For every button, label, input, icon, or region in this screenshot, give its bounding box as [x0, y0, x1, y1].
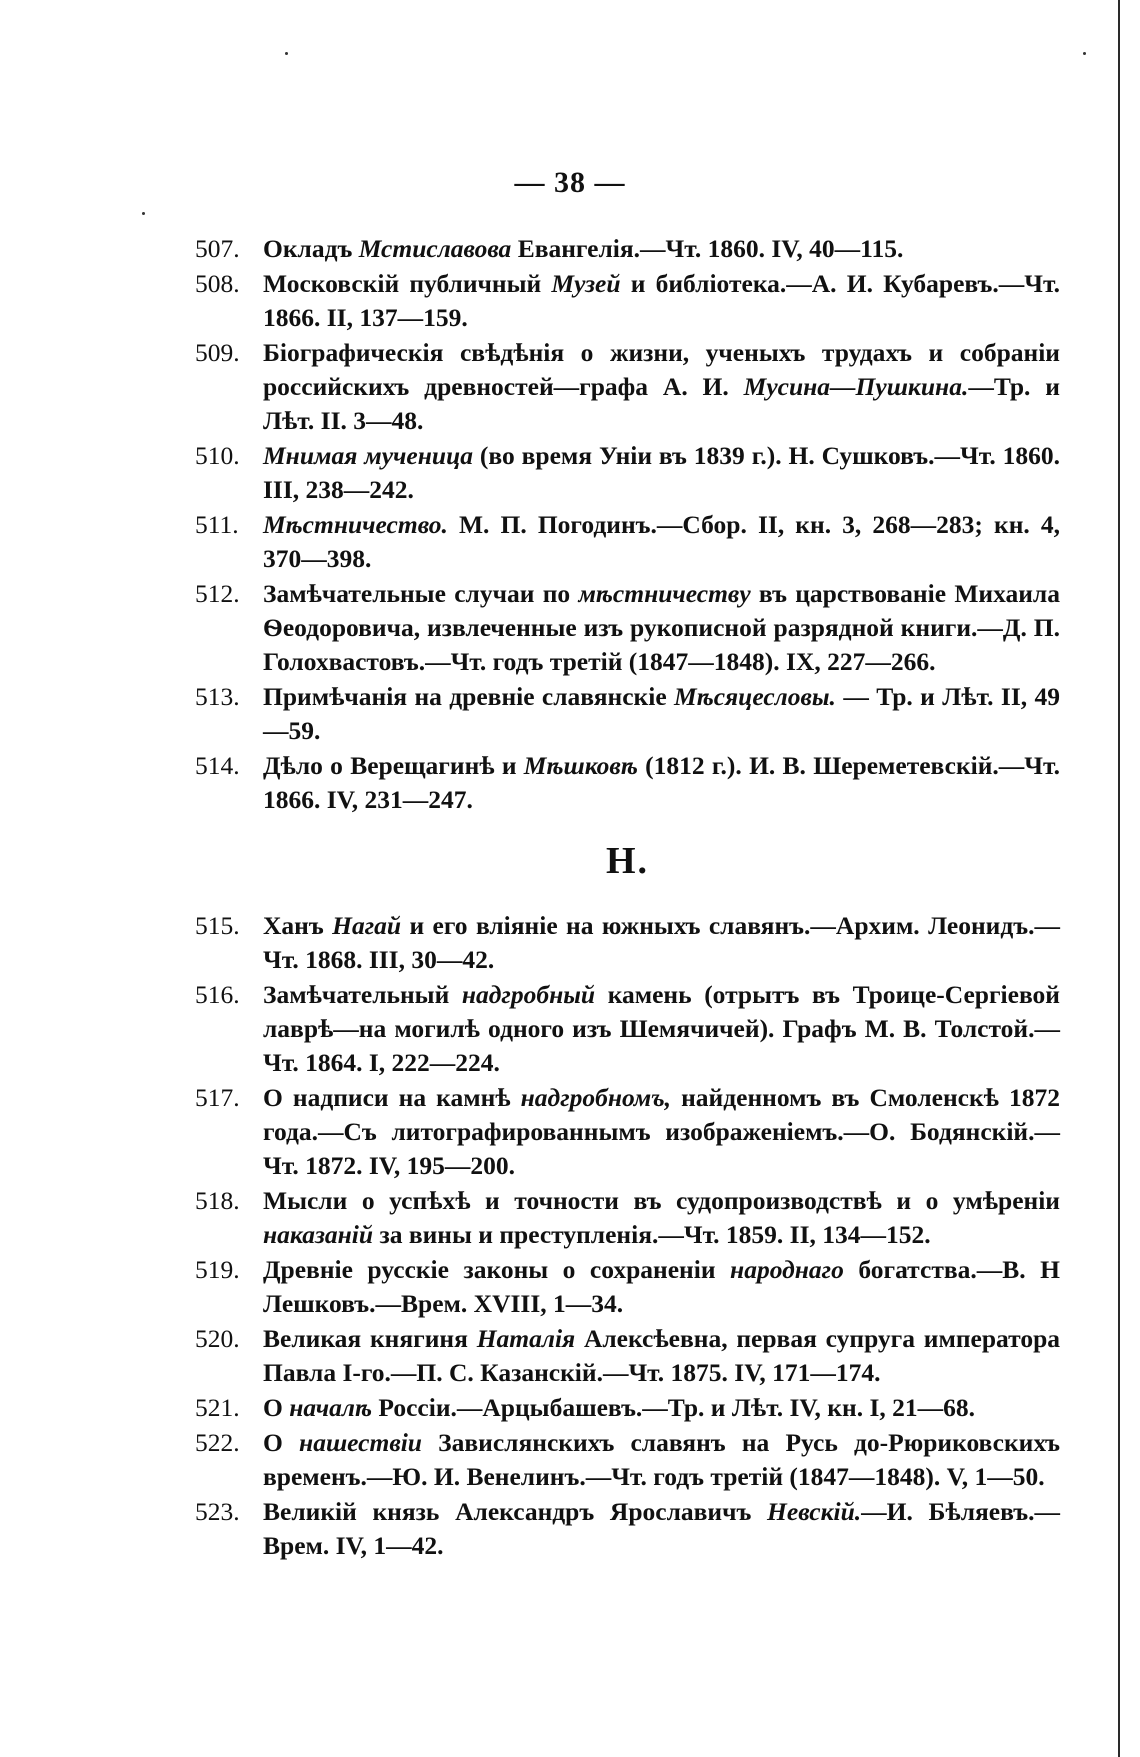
- entry-keyword: началѣ: [289, 1393, 373, 1422]
- bibliography-entry: [195, 1322, 1060, 1390]
- entry-text: Великая княгиня: [263, 1324, 477, 1353]
- entry-keyword: надгробномъ,: [520, 1083, 672, 1112]
- entry-text: (1812 г.). И. В. Шереметевскій.—Чт. 1866. IV, 231—247.: [263, 751, 1060, 814]
- entry-number: 514.: [195, 751, 240, 780]
- entry-text: Замѣчательный: [263, 980, 462, 1009]
- page-edge-line: [1118, 0, 1120, 1757]
- entry-keyword: Мстиславова: [358, 234, 512, 263]
- entry-text: Дѣло о Верещагинѣ и: [263, 751, 524, 780]
- entry-text: М. П. Погодинъ.—Сбор. II, кн. 3, 268—283; кн. 4, 370—398.: [263, 510, 1060, 573]
- entry-number: 519.: [195, 1255, 240, 1284]
- entry-keyword: Мнимая мученица: [263, 441, 474, 470]
- entry-text: и библіотека.—А. И. Кубаревъ.—Чт. 1866. II, 137—159.: [263, 269, 1060, 332]
- entry-text: О: [263, 1393, 290, 1422]
- entry-text: —И. Бѣляевъ.—Врем. IV, 1—42.: [263, 1497, 1061, 1560]
- bibliography-entry: [195, 1081, 1060, 1183]
- entry-text: Замѣчательные случаи по: [263, 579, 579, 608]
- entry-keyword: наказаній: [263, 1220, 374, 1249]
- entry-text: Алексѣевна, первая супруга императора Павла I-го.—П. С. Казанскій.—Чт. 1875. IV, 171—174.: [263, 1324, 1060, 1387]
- entry-text: найденномъ въ Смоленскѣ 1872 года.—Съ литографированнымъ изображеніемъ.—О. Бодянскій.—Чт. 1872. IV, 195—200.: [263, 1083, 1060, 1180]
- entry-text: Великій князь Александръ Ярославичъ: [263, 1497, 768, 1526]
- entry-group-m: [195, 232, 1060, 817]
- entry-number: 518.: [195, 1186, 240, 1215]
- bibliography-entry: [195, 1253, 1060, 1321]
- bibliography-entry: [195, 508, 1060, 576]
- entry-number: 510.: [195, 441, 240, 470]
- scan-speck: [285, 52, 288, 55]
- bibliography-entry: [195, 336, 1060, 438]
- bibliography-entry: [195, 439, 1060, 507]
- entry-keyword: Невскій.: [767, 1497, 862, 1526]
- entry-text: Біографическія свѣдѣнія о жизни, ученыхъ трудахъ и собраніи российскихъ древностей—графа А. И.: [263, 338, 1060, 401]
- entry-list: [195, 232, 1060, 1564]
- entry-keyword: мѣстничеству: [578, 579, 751, 608]
- entry-text: — Тр. и Лѣт. II, 49—59.: [263, 682, 1060, 745]
- entry-text: Окладъ: [263, 234, 359, 263]
- entry-keyword: Наталія: [476, 1324, 576, 1353]
- entry-text: Московскій публичный: [263, 269, 552, 298]
- entry-number: 511.: [195, 510, 239, 539]
- entry-text: Мысли о успѣхѣ и точности въ судопроизводствѣ и о умѣреніи: [263, 1186, 1060, 1215]
- entry-text: богатства.—В. Н Лешковъ.—Врем. XVIII, 1—34.: [263, 1255, 1060, 1318]
- entry-text: О: [263, 1428, 300, 1457]
- scan-speck: [1083, 52, 1086, 55]
- entry-number: 517.: [195, 1083, 240, 1112]
- bibliography-entry: [195, 978, 1060, 1080]
- entry-text: Россіи.—Арцыбашевъ.—Тр. и Лѣт. IV, кн. I, 21—68.: [372, 1393, 975, 1422]
- entry-text: Евангелія.—Чт. 1860. IV, 40—115.: [511, 234, 904, 263]
- bibliography-entry: [195, 1495, 1060, 1563]
- entry-keyword: нашествіи: [299, 1428, 422, 1457]
- entry-keyword: Мусина—Пушкина.: [743, 372, 969, 401]
- entry-group-n: [195, 909, 1060, 1563]
- entry-text: камень (отрытъ въ Троице-Сергіевой лаврѣ—на могилѣ одного изъ Шемячичей). Графъ М. В. Толстой.—Чт. 1864. I, 222—224.: [263, 980, 1060, 1077]
- entry-number: 513.: [195, 682, 240, 711]
- scan-speck: [142, 212, 145, 215]
- entry-keyword: народнаго: [730, 1255, 844, 1284]
- entry-text: за вины и преступленія.—Чт. 1859. II, 134—152.: [373, 1220, 931, 1249]
- entry-keyword: Мѣсяцесловы.: [674, 682, 836, 711]
- entry-text: Ханъ: [263, 911, 333, 940]
- entry-text: —Тр. и Лѣт. II. 3—48.: [263, 372, 1060, 435]
- entry-number: 515.: [195, 911, 240, 940]
- entry-text: и его вліяніе на южныхъ славянъ.—Архим. Леонидъ.—Чт. 1868. III, 30—42.: [263, 911, 1060, 974]
- bibliography-entry: [195, 1184, 1060, 1252]
- entry-keyword: Мѣстничество.: [263, 510, 448, 539]
- entry-text: Древніе русскіе законы о сохраненіи: [263, 1255, 731, 1284]
- entry-text: въ царствованіе Михаила Ѳеодоровича, извлеченные изъ рукописной разрядной книги.—Д. П. Голохвастовъ.—Чт. годъ третій (1847—1848). IX, 227—266.: [263, 579, 1060, 676]
- entry-keyword: Музей: [551, 269, 621, 298]
- bibliography-entry: [195, 1426, 1060, 1494]
- entry-text: Примѣчанія на древніе славянскіе: [263, 682, 675, 711]
- entry-text: Завислянскихъ славянъ на Русь до-Рюриковскихъ временъ.—Ю. И. Венелинъ.—Чт. годъ третій (1847—1848). V, 1—50.: [263, 1428, 1060, 1491]
- entry-number: 508.: [195, 269, 240, 298]
- entry-number: 520.: [195, 1324, 240, 1353]
- page-number: — 38 —: [514, 166, 626, 199]
- entry-number: 509.: [195, 338, 240, 367]
- entry-keyword: Мѣшковѣ: [523, 751, 638, 780]
- bibliography-entry: [195, 267, 1060, 335]
- bibliography-entry: [195, 1391, 1060, 1425]
- bibliography-entry: [195, 577, 1060, 679]
- bibliography-entry: [195, 909, 1060, 977]
- entry-text: О надписи на камнѣ: [263, 1083, 521, 1112]
- entry-number: 512.: [195, 579, 240, 608]
- entry-text: (во время Уніи въ 1839 г.). Н. Сушковъ.—Чт. 1860. III, 238—242.: [263, 441, 1060, 504]
- entry-keyword: Нагай: [332, 911, 402, 940]
- entry-number: 523.: [195, 1497, 240, 1526]
- entry-keyword: надгробный: [461, 980, 596, 1009]
- entry-number: 521.: [195, 1393, 240, 1422]
- entry-number: 507.: [195, 234, 240, 263]
- entry-number: 516.: [195, 980, 240, 1009]
- bibliography-entry: [195, 232, 1060, 266]
- bibliography-entry: [195, 749, 1060, 817]
- section-heading-n: Н.: [605, 840, 650, 882]
- bibliography-entry: [195, 680, 1060, 748]
- entry-number: 522.: [195, 1428, 240, 1457]
